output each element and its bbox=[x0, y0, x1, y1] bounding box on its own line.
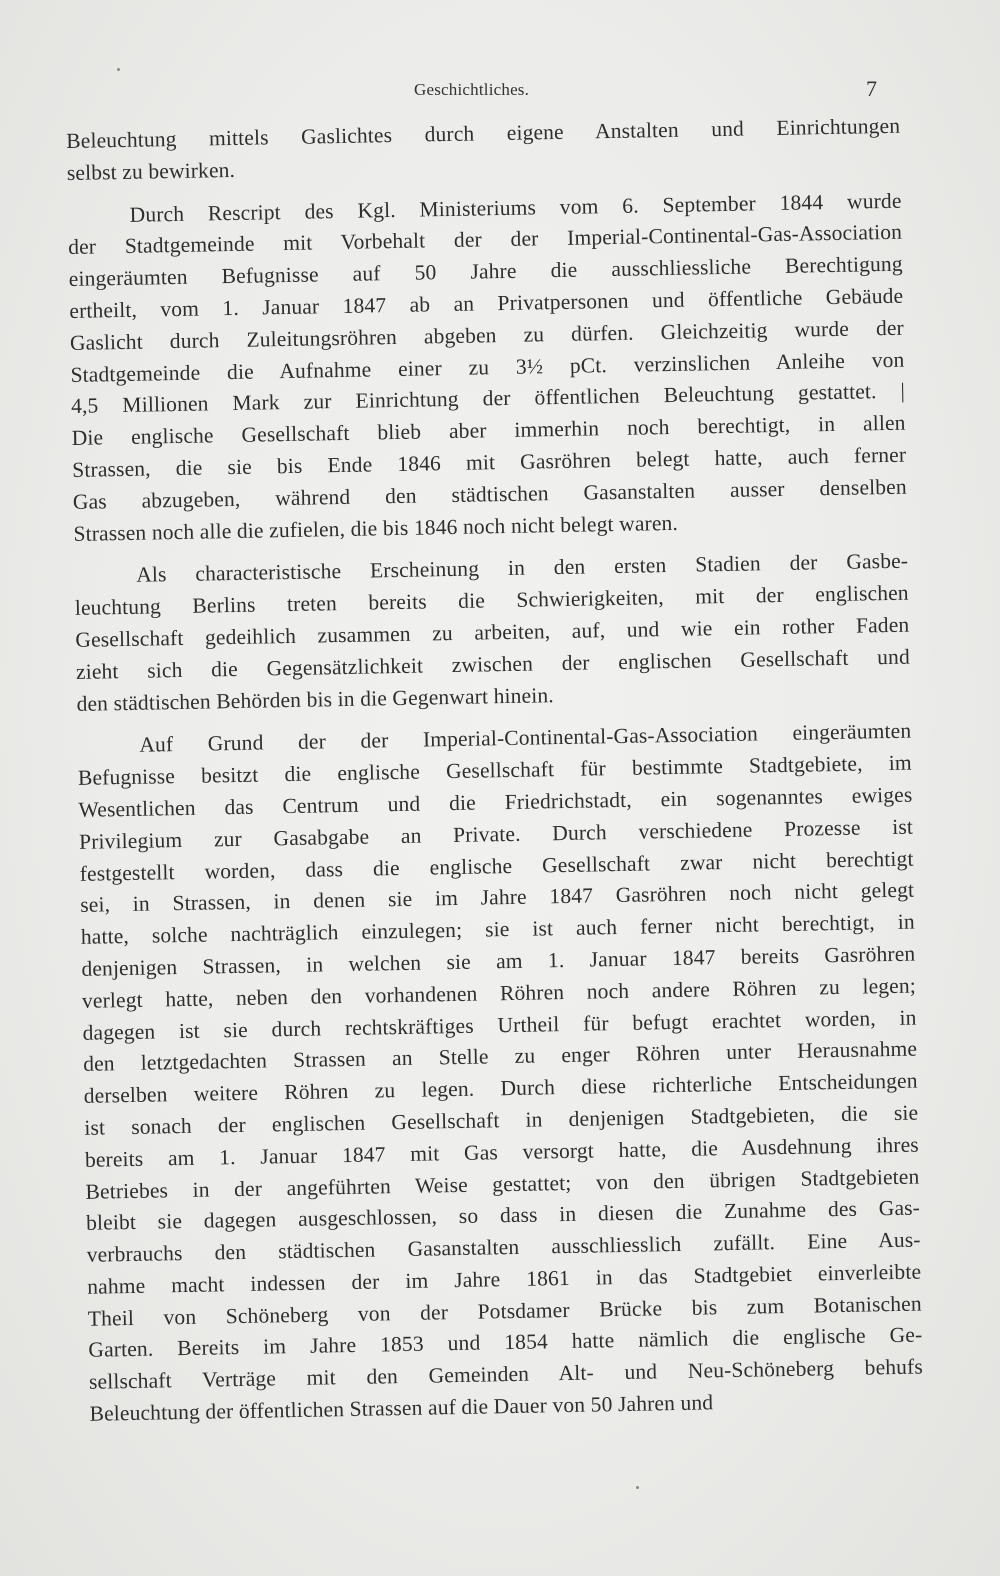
text-line: bereits am 1. Januar 1847 mit Gas versorgt hatte, die Ausdehnung ihres bbox=[84, 1132, 920, 1172]
text-line: Wesentlichen das Centrum und die Friedrichstadt, ein sogenanntes ewiges bbox=[78, 782, 913, 822]
text-line: den städtischen Behörden bis in die Gegenwart hinein. bbox=[76, 682, 554, 716]
text-line: Privilegium zur Gasabgabe an Private. Durch verschiedene Prozesse ist bbox=[78, 814, 914, 854]
text-line: Garten. Bereits im Jahre 1853 und 1854 hatte nämlich die englische Ge- bbox=[88, 1322, 923, 1363]
page-header bbox=[0, 76, 1000, 102]
text-line: Strassen noch alle die zufielen, die bis 1846 noch nicht belegt waren. bbox=[73, 510, 679, 546]
paragraph bbox=[74, 546, 911, 720]
text-line: sellschaft Verträge mit den Gemeinden Alt- und Neu-Schöneberg behufs bbox=[88, 1354, 924, 1395]
text-line: Stadtgemeinde die Aufnahme einer zu 3½ pCt. verzinslichen Anleihe von bbox=[70, 347, 905, 387]
paragraph bbox=[67, 185, 907, 550]
text-line: Gas abzugeben, während den städtischen Gasanstalten ausser denselben bbox=[72, 474, 907, 514]
text-line: Beleuchtung der öffentlichen Strassen auf die Dauer von 50 Jahren und bbox=[89, 1390, 714, 1426]
text-line: leuchtung Berlins treten bereits die Schwierigkeiten, mit der englischen bbox=[74, 580, 909, 621]
text-line: denjenigen Strassen, in welchen sie am 1. Januar 1847 bereits Gasröhren bbox=[81, 941, 916, 981]
paper-speck bbox=[117, 68, 120, 71]
text-line: bleibt sie dagegen ausgeschlossen, so dass in diesen die Zunahme des Gas- bbox=[85, 1195, 921, 1236]
paragraph bbox=[77, 716, 924, 1431]
text-line: Betriebes in der angeführten Weise gestattet; von den übrigen Stadtgebieten bbox=[85, 1164, 920, 1204]
text-line: hatte, solche nachträglich einzulegen; sie ist auch ferner nicht berechtigt, in bbox=[80, 909, 915, 949]
text-line: Als characteristische Erscheinung in den ersten Stadien der Gasbe- bbox=[136, 549, 909, 588]
body-text bbox=[66, 111, 924, 1431]
text-line: eingeräumten Befugnisse auf 50 Jahre die ausschliessliche Berechtigung bbox=[68, 251, 903, 292]
text-line: derselben weitere Röhren zu legen. Durch diese richterliche Entscheidungen bbox=[83, 1068, 918, 1108]
text-line: der Stadtgemeinde mit Vorbehalt der der Imperial-Continental-Gas-Association bbox=[68, 220, 903, 260]
text-line: 4,5 Millionen Mark zur Einrichtung der öffentlichen Beleuchtung gestattet. | bbox=[70, 379, 906, 419]
text-line: Gaslicht durch Zuleitungsröhren abgeben zu dürfen. Gleichzeitig wurde der bbox=[69, 315, 905, 355]
text-line: ist sonach der englischen Gesellschaft in denjenigen Stadtgebieten, die sie bbox=[84, 1100, 919, 1140]
text-line: Beleuchtung mittels Gaslichtes durch eigene Anstalten und Einrichtungen bbox=[66, 113, 901, 153]
page-number: 7 bbox=[866, 76, 877, 101]
text-line: ertheilt, vom 1. Januar 1847 ab an Privatpersonen und öffentliche Gebäude bbox=[69, 283, 904, 323]
text-line: sei, in Strassen, in denen sie im Jahre 1847 Gasröhren noch nicht gelegt bbox=[80, 877, 915, 918]
text-line: Durch Rescript des Kgl. Ministeriums vom 6. September 1844 wurde bbox=[129, 188, 902, 227]
text-line: Die englische Gesellschaft blieb aber immerhin noch berechtigt, in allen bbox=[71, 410, 906, 451]
paragraph bbox=[66, 111, 901, 190]
text-line: Befugnisse besitzt die englische Gesellschaft für bestimmte Stadtgebiete, im bbox=[77, 750, 913, 791]
text-line: festgestellt worden, dass die englische Gesellschaft zwar nicht berechtigt bbox=[79, 846, 914, 886]
running-title: Geschichtliches. bbox=[414, 80, 530, 99]
text-line: Strassen, die sie bis Ende 1846 mit Gasröhren belegt hatte, auch ferner bbox=[72, 442, 907, 482]
text-line: selbst zu bewirken. bbox=[66, 157, 236, 185]
text-line: Gesellschaft gedeihlich zusammen zu arbeiten, auf, und wie ein rother Faden bbox=[75, 612, 910, 652]
text-line: nahme macht indessen der im Jahre 1861 in das Stadtgebiet einverleibte bbox=[87, 1259, 922, 1299]
text-line: dagegen ist sie durch rechtskräftiges Urtheil für befugt erachtet worden, in bbox=[82, 1005, 917, 1045]
text-line: verbrauchs den städtischen Gasanstalten ausschliesslich zufällt. Eine Aus- bbox=[86, 1227, 921, 1267]
text-line: zieht sich die Gegensätzlichkeit zwischen der englischen Gesellschaft und bbox=[75, 644, 911, 684]
text-line: Theil von Schöneberg von der Potsdamer Brücke bis zum Botanischen bbox=[87, 1291, 922, 1331]
text-line: verlegt hatte, neben den vorhandenen Röhren noch andere Röhren zu legen; bbox=[81, 973, 917, 1013]
paper-speck bbox=[636, 1486, 639, 1489]
text-line: den letztgedachten Strassen an Stelle zu enger Röhren unter Herausnahme bbox=[82, 1036, 918, 1077]
text-line: Auf Grund der der Imperial-Continental-Gas-Association eingeräumten bbox=[139, 718, 912, 758]
